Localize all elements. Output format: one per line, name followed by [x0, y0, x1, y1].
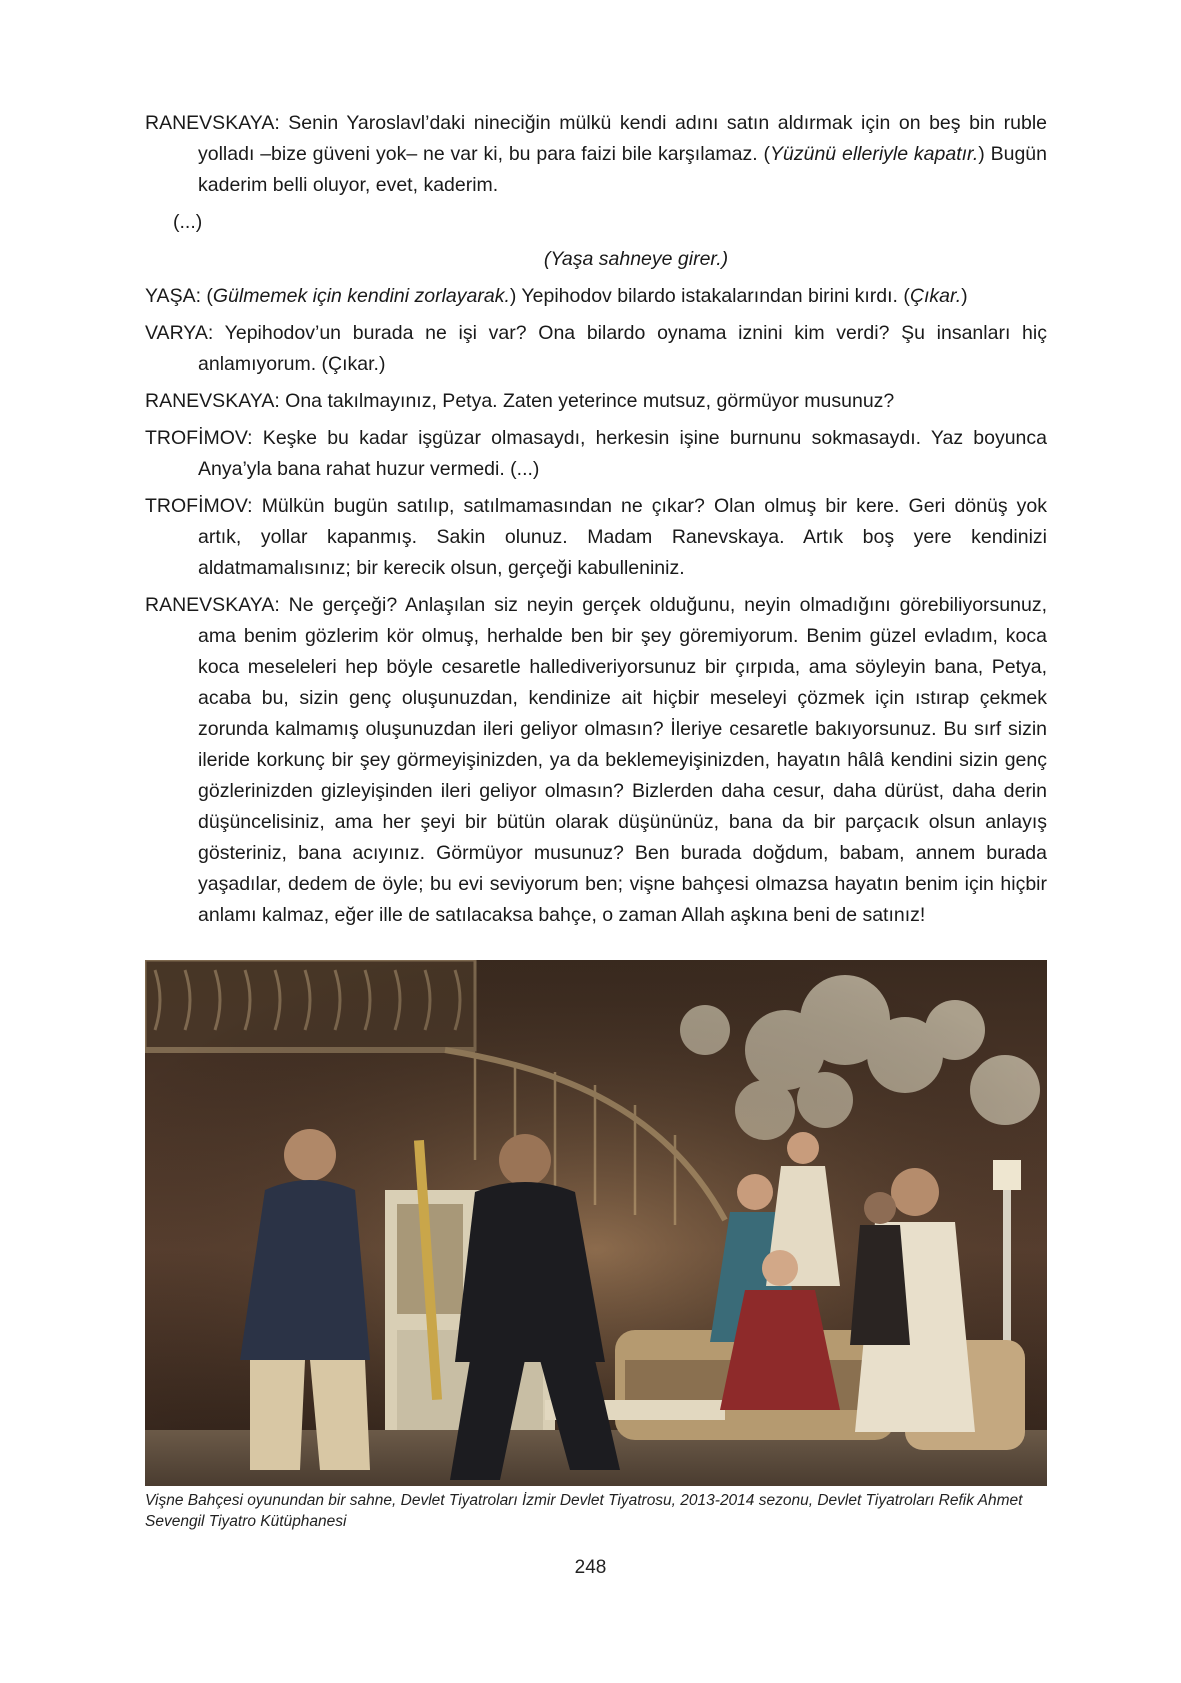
speech-text: ) [961, 285, 968, 307]
speech-text: Senin Yaroslavl’daki nineciğin mülkü kendi adını satın aldırmak için on beş bin ruble yolladı –bize güveni yok– ne var ki, bu para faizi bile karşılamaz. ( [198, 112, 1047, 165]
speech-line [145, 318, 1047, 380]
speech-line [145, 281, 1047, 312]
stage-direction: (Yaşa sahneye girer.) [543, 248, 729, 270]
speaker-name: TROFİMOV: [145, 427, 253, 449]
speaker-name: RANEVSKAYA: [145, 390, 280, 412]
speech-text: Yepihodov’un burada ne işi var? Ona bilardo oynama iznini kim verdi? Şu insanları hiç anlamıyorum. (Çıkar.) [198, 322, 1047, 375]
speech-text: ( [201, 285, 213, 307]
speech-text: Ona takılmayınız, Petya. Zaten yeterince mutsuz, görmüyor musunuz? [279, 390, 895, 412]
page-number: 248 [574, 1557, 607, 1578]
speaker-name: YAŞA: [145, 285, 201, 307]
stage-direction-inline: Yüzünü elleriyle kapatır. [770, 143, 979, 165]
speech-text: ) Yepihodov bilardo istakalarından birini kırdı. ( [509, 285, 910, 307]
stage-direction-inline: Gülmemek için kendini zorlayarak. [212, 285, 510, 307]
speech-line [145, 423, 1047, 485]
stage-photo [145, 960, 1047, 1486]
speech-text: Mülkün bugün satılıp, satılmamasından ne çıkar? Olan olmuş bir kere. Geri dönüş yok artık, yollar kapanmış. Sakin olunuz. Madam Ranevskaya. Artık boş yere kendinizi aldatmamalısınız; bir kerecik olsun, gerçeği kabulleniniz. [198, 495, 1047, 579]
speaker-name: VARYA: [145, 322, 214, 344]
photo-caption: Vişne Bahçesi oyunundan bir sahne, Devlet Tiyatroları İzmir Devlet Tiyatrosu, 2013-2014 sezonu, Devlet Tiyatroları Refik Ahmet Sevengil Tiyatro Kütüphanesi [145, 1492, 1023, 1530]
play-text [145, 108, 1047, 937]
speech-line [145, 590, 1047, 931]
speech-text: ) Bugün kaderim belli oluyor, evet, kaderim. [198, 143, 1047, 196]
stage-direction-inline: Çıkar. [909, 285, 962, 307]
speech-line [145, 108, 1047, 201]
speech-line [145, 491, 1047, 584]
speaker-name: RANEVSKAYA: [145, 594, 280, 616]
stage-photo-illustration [145, 960, 1047, 1486]
speaker-name: TROFİMOV: [145, 495, 253, 517]
speech-text: Keşke bu kadar işgüzar olmasaydı, herkesin işine burnunu sokmasaydı. Yaz boyunca Anya’yla bana rahat huzur vermedi. (...) [198, 427, 1047, 480]
speech-line [145, 386, 1047, 417]
speaker-name: RANEVSKAYA: [145, 112, 280, 134]
ellipsis: (...) [173, 211, 203, 233]
speech-text: Ne gerçeği? Anlaşılan siz neyin gerçek olduğunu, neyin olmadığını görebiliyorsunuz, ama benim gözlerim kör olmuş, herhalde ben bir şey göremiyorum. Benim güzel evladım, koca koca meseleleri hep böyle cesaretle hallediveriyorsunuz bir çırpıda, ama söyleyin bana, Petya, acaba bu, sizin genç oluşunuzdan, kendinize ait hiçbir meseleyi çözmek için ıstırap çekmek zorunda kalmamış oluşunuzdan ileri geliyor olmasın? İleriye cesaretle bakıyorsunuz. Bu sırf sizin ileride korkunç bir şey görmeyişinizden, ya da beklemeyişinizden, hayatın hâlâ kendini sizin genç gözlerinizden gizleyişinden ileri geliyor olmasın? Bizlerden daha cesur, daha dürüst, daha derin düşüncelisiniz, ama her şeyi bir bütün olarak düşününüz, bana da bir parçacık olsun anlayış gösteriniz, bana acıyınız. Görmüyor musunuz? Ben burada doğdum, babam, annem burada yaşadılar, dedem de öyle; bu evi seviyorum ben; vişne bahçesi olmazsa hayatın benim için hiçbir anlamı kalmaz, eğer ille de satılacaksa bahçe, o zaman Allah aşkına beni de satınız! [198, 594, 1047, 926]
